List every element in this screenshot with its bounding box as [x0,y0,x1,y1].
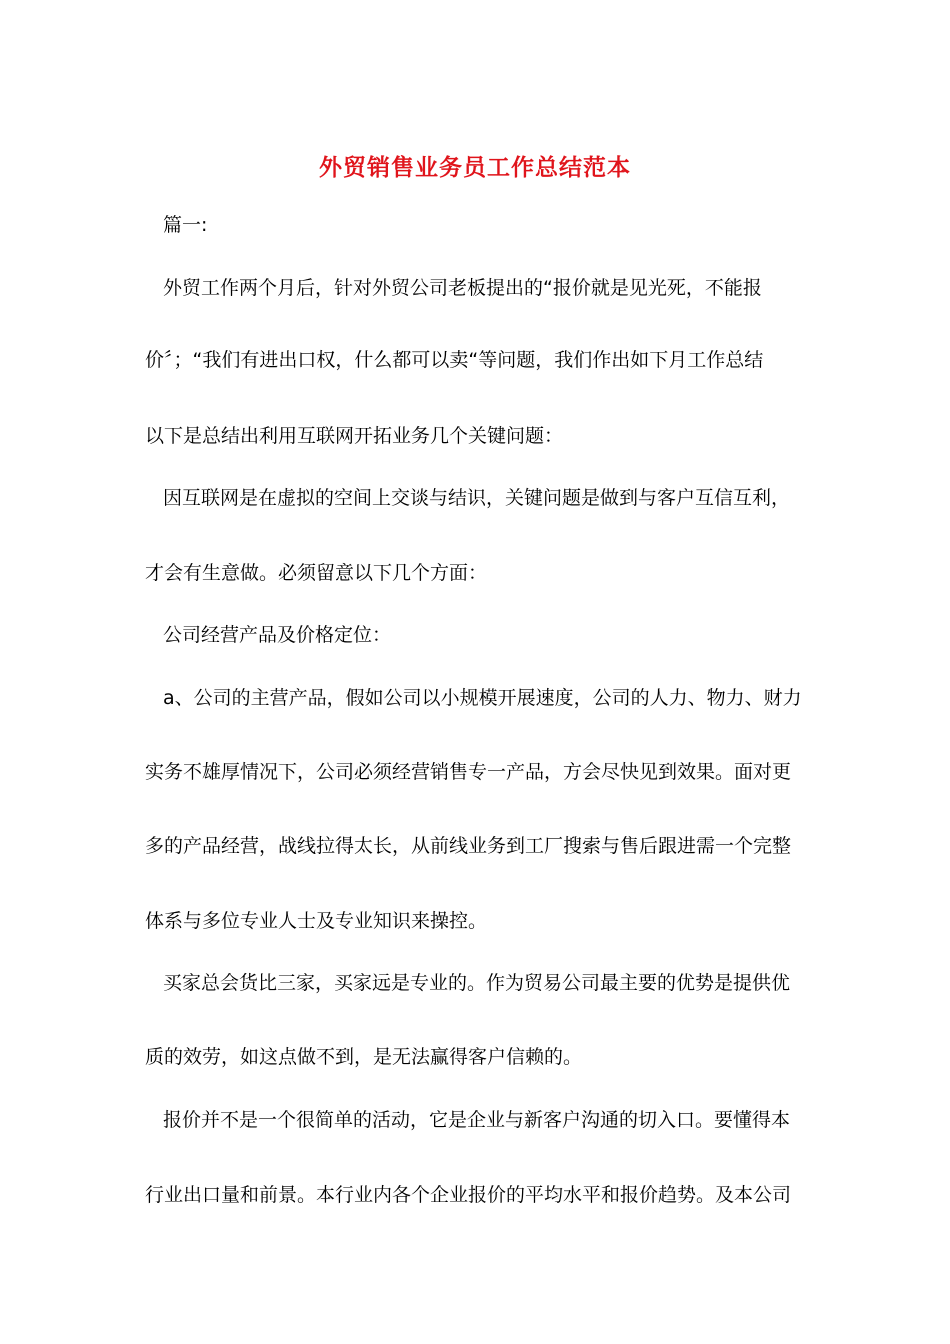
text-line: 买家总会货比三家，买家远是专业的。作为贸易公司最主要的优势是提供优 [163,972,791,994]
text-line: 多的产品经营，战线拉得太长，从前线业务到工厂搜索与售后跟进需一个完整 [145,835,792,857]
text-line: 因互联网是在虚拟的空间上交谈与结识，关键问题是做到与客户互信互利， [163,487,791,509]
text-line: 公司经营产品及价格定位： [163,624,392,646]
text-line: 外贸工作两个月后，针对外贸公司老板提出的“报价就是见光死，不能报 [163,277,762,299]
text-line: 体系与多位专业人士及专业知识来操控。 [145,910,488,932]
text-line: 篇一: [163,214,208,236]
text-line: 才会有生意做。必须留意以下几个方面： [145,562,488,584]
text-line: 报价并不是一个很简单的活动，它是企业与新客户沟通的切入口。要懂得本 [163,1109,791,1131]
text-line: a、公司的主营产品，假如公司以小规模开展速度，公司的人力、物力、财力 [163,687,802,709]
text-line: 行业出口量和前景。本行业内各个企业报价的平均水平和报价趋势。及本公司 [145,1184,792,1206]
text-line: 以下是总结出利用互联网开拓业务几个关键问题： [145,425,564,447]
document-title: 外贸销售业务员工作总结范本 [319,155,631,181]
text-line: 实务不雄厚情况下，公司必须经营销售专一产品，方会尽快见到效果。面对更 [145,761,792,783]
text-line: 质的效劳，如这点做不到，是无法赢得客户信赖的。 [145,1046,583,1068]
text-line: 价〞；“我们有进出口权，什么都可以卖“等问题，我们作出如下月工作总结 [145,349,764,371]
